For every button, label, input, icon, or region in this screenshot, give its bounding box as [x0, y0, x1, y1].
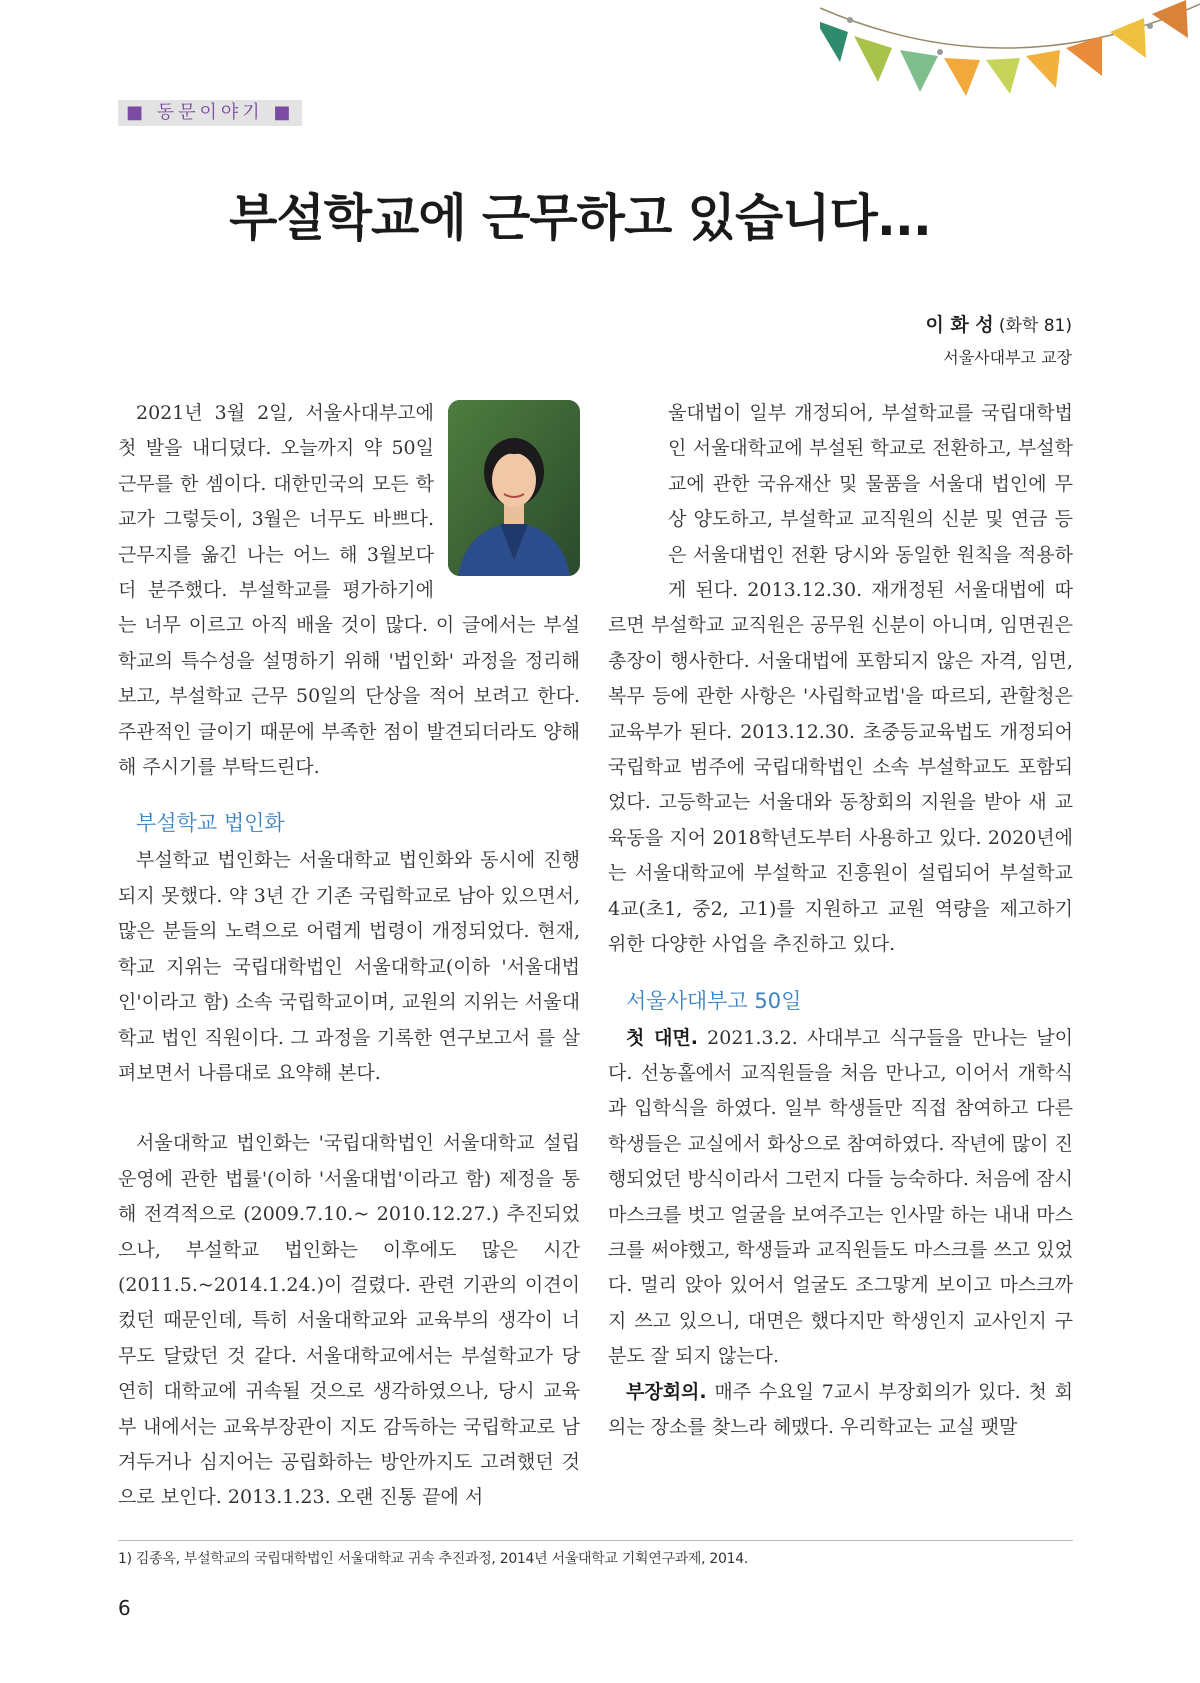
incorporation-paragraph-2: 서울대학교 법인화는 '국립대학법인 서울대학교 설립 운영에 관한 법률'(이하 '서울대법'이라고 함) 제정을 통해 전격적으로 (2009.7.10.~ 2010.12.27.) 추진되었으나, 부설학교 법인화는 이후에도 많은 시간(2011.5.~2014.1.24.)이 걸렸다. 관련 기관의 이견이 컸던 때문인데, 특히 서울대학교와 교육부의 생각이 너무도 달랐던 것 같다. 서울대학교에서는 부설학교가 당연히 대학교에 귀속될 것으로 생각하였으나, 당시 교육부 내에서는 교육부장관이 지도 감독하는 국립학교로 남겨두거나 심지어는 공립화하는 방안까지도 고려했던 것으로 보인다. 2013.1.23. 오랜 진통 끝에 서 [118, 1132, 580, 1509]
author-block [925, 310, 1072, 368]
author-class: (화학 81) [998, 316, 1072, 336]
first-meeting-paragraph [608, 1021, 1073, 1375]
department-meeting-text: 매주 수요일 7교시 부장회의가 있다. 첫 회의는 장소를 찾느라 헤맸다. 우리학교는 교실 팻말 [608, 1380, 1073, 1438]
bunting-decoration [820, 0, 1200, 120]
page-number: 6 [118, 1596, 131, 1620]
intro-paragraph: 2021년 3월 2일, 서울사대부고에 첫 발을 내디뎠다. 오늘까지 약 50일 근무를 한 셈이다. 대한민국의 모든 학교가 그렇듯이, 3월은 너무도 바쁘다. 근무지를 옮긴 나는 어느 해 3월보다 더 분주했다. 부설학교를 평가하기에는 너무 이르고 아직 배울 것이 많다. 이 글에서는 부설학교의 특수성을 설명하기 위해 '법인화' 과정을 정리해 보고, 부설학교 근무 50일의 단상을 적어 보려고 한다. 주관적인 글이기 때문에 부족한 점이 발견되더라도 양해해 주시기를 부탁드린다. [118, 402, 580, 779]
section-heading-incorporation: 부설학교 법인화 [136, 811, 285, 836]
incorporation-paragraph-1: 부설학교 법인화는 서울대학교 법인화와 동시에 진행되지 못했다. 약 3년 간 기존 국립학교로 남아 있으면서, 많은 분들의 노력으로 어렵게 법령이 개정되었다. 현재, 학교 지위는 국립대학법인 서울대학교(이하 '서울대법인'이라고 함) 소속 국립학교이며, 교원의 지위는 서울대학교 법인 직원이다. 그 과정을 기록한 연구보고서 를 살펴보면서 나름대로 요약해 본다. [118, 849, 580, 1084]
author-name: 이 화 성 [925, 314, 994, 336]
right-column [608, 396, 1073, 1445]
department-meeting-paragraph [608, 1375, 1073, 1446]
left-column [118, 396, 580, 1516]
lead-department-meeting: 부장회의. [626, 1380, 707, 1403]
portrait-icon [448, 400, 580, 576]
footnote-divider [118, 1540, 1073, 1541]
first-meeting-text: 2021.3.2. 사대부고 식구들을 만나는 날이다. 선농홀에서 교직원들을 처음 만나고, 이어서 개학식과 입학식을 하였다. 일부 학생들만 직접 참여하고 다른 학생들은 교실에서 화상으로 참여하였다. 작년에 많이 진행되었던 방식이라서 그런지 다들 능숙하다. 처음에 잠시 마스크를 벗고 얼굴을 보여주고는 인사말 하는 내내 마스크를 써야했고, 학생들과 교직원들도 마스크를 쓰고 있었다. 멀리 앉아 있어서 얼굴도 조그맣게 보이고 마스크까지 쓰고 있으니, 대면은 했다지만 학생인지 교사인지 구분도 잘 되지 않는다. [608, 1026, 1073, 1368]
lead-first-meeting: 첫 대면. [626, 1026, 699, 1049]
incorporation-paragraph-3: 울대법이 일부 개정되어, 부설학교를 국립대학법인 서울대학교에 부설된 학교로 전환하고, 부설학교에 관한 국유재산 및 물품을 서울대 법인에 무상 양도하고, 부설학교 교직원의 신분 및 연금 등은 서울대법인 전환 당시와 동일한 원칙을 적용하게 된다. 2013.12.30. 재개정된 서울대법에 따르면 부설학교 교직원은 공무원 신분이 아니며, 임면권은 총장이 행사한다. 서울대법에 포함되지 않은 자격, 임면, 복무 등에 관한 사항은 '사립학교법'을 따르되, 관할청은 교육부가 된다. 2013.12.30. 초중등교육법도 개정되어 국립학교 범주에 국립대학법인 소속 부설학교도 포함되었다. 고등학교는 서울대와 동창회의 지원을 받아 새 교육동을 지어 2018학년도부터 사용하고 있다. 2020년에는 서울대학교에 부설학교 진흥원이 설립되어 부설학교 4교(초1, 중2, 고1)를 지원하고 교원 역량을 제고하기 위한 다양한 사업을 추진하고 있다. [608, 402, 1073, 956]
section-heading-50days: 서울사대부고 50일 [626, 988, 802, 1013]
author-role: 서울사대부고 교장 [943, 348, 1072, 367]
article-title: 부설학교에 근무하고 있습니다... [229, 189, 931, 247]
section-tag: ■ 동문이야기 ■ [118, 100, 302, 126]
footnote: 1) 김종옥, 부설학교의 국립대학법인 서울대학교 귀속 추진과정, 2014년 서울대학교 기획연구과제, 2014. [118, 1551, 749, 1567]
portrait-photo [448, 400, 580, 576]
